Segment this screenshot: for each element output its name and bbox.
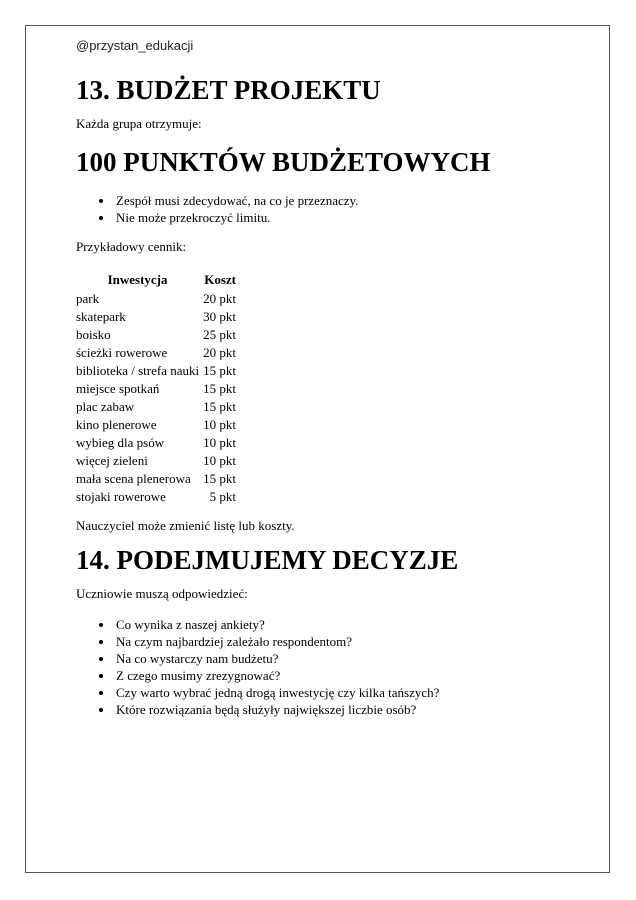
cost-cell: 15 pkt xyxy=(203,381,236,396)
list-item: • Nie może przekroczyć limitu. xyxy=(114,209,576,226)
investment-cell: więcej zieleni xyxy=(76,453,148,468)
list-item: • Z czego musimy zrezygnować? xyxy=(114,667,576,684)
budget-headline: 100 PUNKTÓW BUDŻETOWYCH xyxy=(76,147,491,177)
example-price-label: Przykładowy cennik: xyxy=(76,239,187,254)
list-item: • Co wynika z naszej ankiety? xyxy=(114,616,576,633)
table-row xyxy=(76,362,236,380)
investment-cell: boisko xyxy=(76,327,111,342)
table-row xyxy=(76,416,236,434)
cost-cell: 10 pkt xyxy=(203,417,236,432)
table-row xyxy=(76,488,236,506)
teacher-note: Nauczyciel może zmienić listę lub koszty. xyxy=(76,518,295,533)
budget-rules-list xyxy=(76,192,576,226)
cost-cell: 5 pkt xyxy=(209,489,236,504)
list-item: • Na co wystarczy nam budżetu? xyxy=(114,650,576,667)
questions-list xyxy=(76,616,576,718)
cost-cell: 30 pkt xyxy=(203,309,236,324)
cost-cell: 20 pkt xyxy=(203,345,236,360)
cost-cell: 15 pkt xyxy=(203,471,236,486)
list-item: • Czy warto wybrać jedną drogą inwestycję czy kilka tańszych? xyxy=(114,684,576,701)
section-13-title: 13. BUDŻET PROJEKTU xyxy=(76,75,381,105)
investment-cell: kino plenerowe xyxy=(76,417,157,432)
author-handle: @przystan_edukacji xyxy=(76,38,194,53)
table-row xyxy=(76,290,236,308)
section-14-intro: Uczniowie muszą odpowiedzieć: xyxy=(76,586,248,601)
investment-cell: ścieżki rowerowe xyxy=(76,345,168,360)
table-row xyxy=(76,326,236,344)
table-row xyxy=(76,308,236,326)
section-14-title: 14. PODEJMUJEMY DECYZJE xyxy=(76,545,459,575)
table-row xyxy=(76,470,236,488)
cost-cell: 15 pkt xyxy=(203,399,236,414)
cost-cell: 25 pkt xyxy=(203,327,236,342)
investment-cell: wybieg dla psów xyxy=(76,435,165,450)
column-header-cost: Koszt xyxy=(204,272,236,287)
cost-cell: 10 pkt xyxy=(203,435,236,450)
list-item: • Zespół musi zdecydować, na co je przeznaczy. xyxy=(114,192,576,209)
table-row xyxy=(76,380,236,398)
price-table xyxy=(76,271,236,506)
investment-cell: mała scena plenerowa xyxy=(76,471,191,486)
list-item: • Które rozwiązania będą służyły największej liczbie osób? xyxy=(114,701,576,718)
cost-cell: 20 pkt xyxy=(203,291,236,306)
investment-cell: biblioteka / strefa nauki xyxy=(76,363,200,378)
cost-cell: 10 pkt xyxy=(203,453,236,468)
investment-cell: skatepark xyxy=(76,309,126,324)
section-13-intro: Każda grupa otrzymuje: xyxy=(76,116,202,131)
table-row xyxy=(76,344,236,362)
table-row xyxy=(76,398,236,416)
investment-cell: plac zabaw xyxy=(76,399,135,414)
list-item: • Na czym najbardziej zależało respondentom? xyxy=(114,633,576,650)
table-row xyxy=(76,452,236,470)
investment-cell: stojaki rowerowe xyxy=(76,489,166,504)
document-content xyxy=(76,38,576,718)
table-header-row xyxy=(76,271,236,290)
column-header-investment: Inwestycja xyxy=(107,272,168,287)
cost-cell: 15 pkt xyxy=(203,363,236,378)
investment-cell: miejsce spotkań xyxy=(76,381,160,396)
investment-cell: park xyxy=(76,291,100,306)
table-row xyxy=(76,434,236,452)
